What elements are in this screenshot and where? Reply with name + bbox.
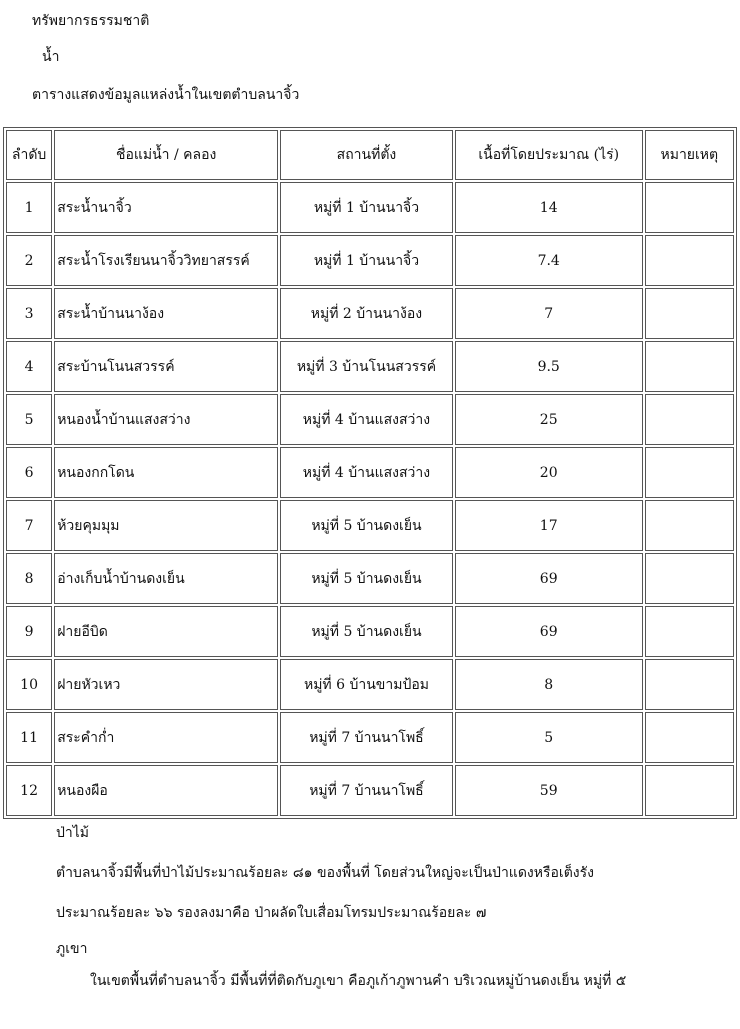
column-header-note: หมายเหตุ (645, 130, 734, 180)
cell-note (645, 235, 734, 286)
cell-note (645, 500, 734, 551)
cell-area: 14 (455, 182, 643, 233)
cell-area: 7 (455, 288, 643, 339)
cell-location: หมู่ที่ 6 บ้านขามป้อม (280, 659, 453, 710)
cell-name: หนองผือ (54, 765, 278, 816)
column-header-location: สถานที่ตั้ง (280, 130, 453, 180)
table-row (6, 341, 734, 392)
forest-paragraph-line-2: ประมาณร้อยละ ๖๖ รองลงมาคือ ป่าผลัดใบเสื่อมโทรมประมาณร้อยละ ๗ (56, 905, 487, 921)
cell-area: 8 (455, 659, 643, 710)
cell-name: ห้วยคุมมุม (54, 500, 278, 551)
cell-location: หมู่ที่ 1 บ้านนาจิ้ว (280, 235, 453, 286)
table-row (6, 712, 734, 763)
forest-paragraph-line-1: ตำบลนาจิ้วมีพื้นที่ป่าไม้ประมาณร้อยละ ๘๑ ของพื้นที่ โดยส่วนใหญ่จะเป็นป่าแดงหรือเต็งรัง (56, 865, 594, 881)
cell-location: หมู่ที่ 5 บ้านดงเย็น (280, 553, 453, 604)
cell-no: 1 (6, 182, 52, 233)
table-row (6, 182, 734, 233)
cell-area: 5 (455, 712, 643, 763)
table-row (6, 606, 734, 657)
cell-area: 69 (455, 606, 643, 657)
cell-area: 17 (455, 500, 643, 551)
table-caption: ตารางแสดงข้อมูลแหล่งน้ำในเขตตำบลนาจิ้ว (32, 87, 300, 103)
cell-area: 25 (455, 394, 643, 445)
cell-location: หมู่ที่ 3 บ้านโนนสวรรค์ (280, 341, 453, 392)
cell-name: สระน้ำโรงเรียนนาจิ้ววิทยาสรรค์ (54, 235, 278, 286)
cell-no: 10 (6, 659, 52, 710)
mountain-paragraph: ในเขตพื้นที่ตำบลนาจิ้ว มีพื้นที่ที่ติดกับภูเขา คือภูเก้าภูพานคำ บริเวณหมู่บ้านดงเย็น หมู่ที่ ๕ (90, 973, 627, 989)
cell-name: หนองน้ำบ้านแสงสว่าง (54, 394, 278, 445)
cell-area: 7.4 (455, 235, 643, 286)
table-row (6, 659, 734, 710)
table-row (6, 765, 734, 816)
cell-no: 7 (6, 500, 52, 551)
cell-no: 12 (6, 765, 52, 816)
cell-location: หมู่ที่ 4 บ้านแสงสว่าง (280, 394, 453, 445)
section-title-mountain: ภูเขา (56, 941, 88, 957)
table-row (6, 500, 734, 551)
section-title-natural-resources: ทรัพยากรธรรมชาติ (32, 13, 150, 29)
cell-note (645, 659, 734, 710)
cell-note (645, 394, 734, 445)
cell-note (645, 288, 734, 339)
cell-name: ฝายหัวเหว (54, 659, 278, 710)
cell-no: 11 (6, 712, 52, 763)
cell-note (645, 447, 734, 498)
cell-name: สระน้ำบ้านนาง้อง (54, 288, 278, 339)
cell-name: ฝายอีบิด (54, 606, 278, 657)
table-row (6, 553, 734, 604)
cell-note (645, 341, 734, 392)
water-sources-table (3, 127, 737, 819)
cell-area: 9.5 (455, 341, 643, 392)
cell-location: หมู่ที่ 5 บ้านดงเย็น (280, 500, 453, 551)
cell-name: หนองกกโดน (54, 447, 278, 498)
cell-note (645, 765, 734, 816)
cell-note (645, 712, 734, 763)
cell-no: 4 (6, 341, 52, 392)
table-row (6, 447, 734, 498)
cell-no: 6 (6, 447, 52, 498)
cell-no: 5 (6, 394, 52, 445)
table-row (6, 288, 734, 339)
cell-location: หมู่ที่ 7 บ้านนาโพธิ์ (280, 712, 453, 763)
cell-location: หมู่ที่ 4 บ้านแสงสว่าง (280, 447, 453, 498)
column-header-no: ลำดับ (6, 130, 52, 180)
cell-name: สระคำก่ำ (54, 712, 278, 763)
column-header-name: ชื่อแม่น้ำ / คลอง (54, 130, 278, 180)
subsection-title-water: น้ำ (42, 49, 60, 65)
cell-area: 69 (455, 553, 643, 604)
cell-no: 8 (6, 553, 52, 604)
column-header-area: เนื้อที่โดยประมาณ (ไร่) (455, 130, 643, 180)
cell-note (645, 182, 734, 233)
cell-area: 59 (455, 765, 643, 816)
table-row (6, 394, 734, 445)
cell-name: สระบ้านโนนสวรรค์ (54, 341, 278, 392)
cell-note (645, 606, 734, 657)
section-title-forest: ป่าไม้ (56, 825, 90, 841)
cell-name: อ่างเก็บน้ำบ้านดงเย็น (54, 553, 278, 604)
table-row (6, 235, 734, 286)
cell-location: หมู่ที่ 5 บ้านดงเย็น (280, 606, 453, 657)
cell-no: 9 (6, 606, 52, 657)
cell-no: 3 (6, 288, 52, 339)
cell-location: หมู่ที่ 1 บ้านนาจิ้ว (280, 182, 453, 233)
table-header-row (6, 130, 734, 180)
cell-area: 20 (455, 447, 643, 498)
cell-note (645, 553, 734, 604)
cell-location: หมู่ที่ 7 บ้านนาโพธิ์ (280, 765, 453, 816)
cell-name: สระน้ำนาจิ้ว (54, 182, 278, 233)
cell-no: 2 (6, 235, 52, 286)
cell-location: หมู่ที่ 2 บ้านนาง้อง (280, 288, 453, 339)
